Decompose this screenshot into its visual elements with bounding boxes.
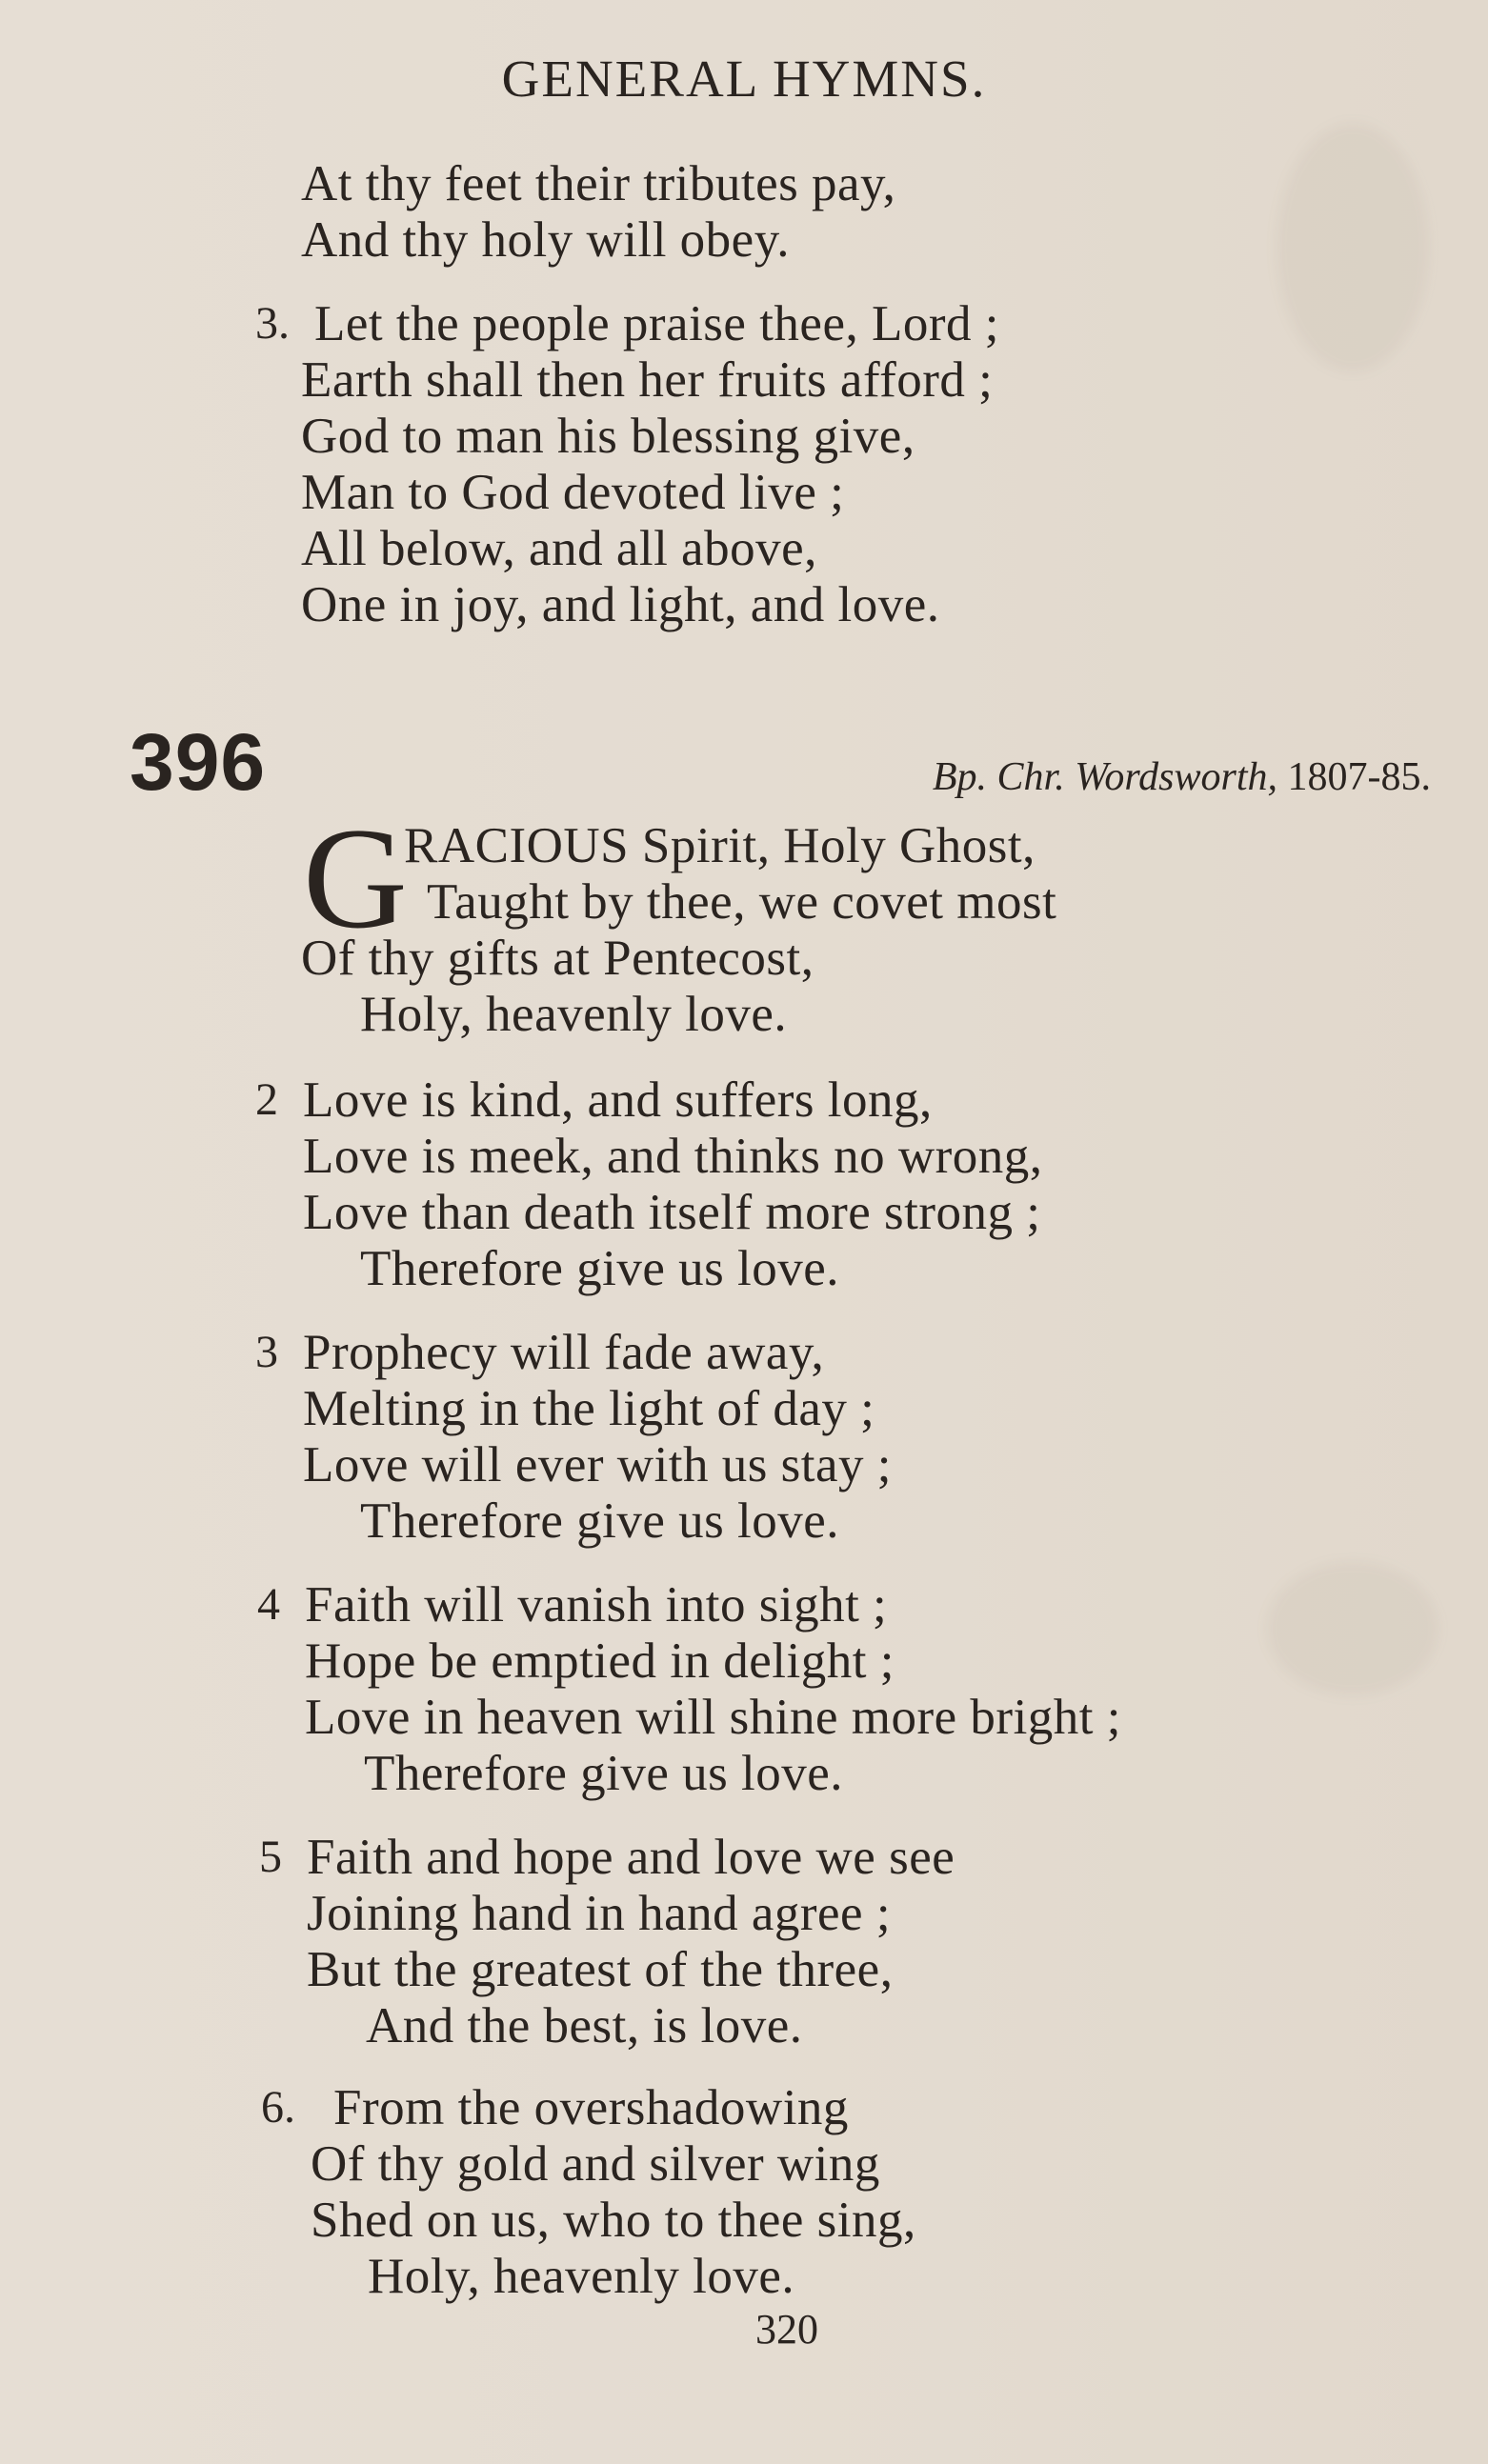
verse-line: Prophecy will fade away, xyxy=(303,1325,825,1380)
author-dates: 1807-85. xyxy=(1287,755,1431,799)
verse-line: Therefore give us love. xyxy=(364,1746,844,1801)
verse-line: Therefore give us love. xyxy=(360,1241,840,1296)
verse-line: God to man his blessing give, xyxy=(301,409,915,464)
hymn-number: 396 xyxy=(130,717,267,807)
verse-number: 5 xyxy=(259,1832,282,1882)
verse-line: Joining hand in hand agree ; xyxy=(307,1886,892,1941)
bleed-through-smudge xyxy=(1277,124,1429,371)
verse-line: From the overshadowing xyxy=(333,2080,849,2135)
verse-number: 2 xyxy=(255,1074,278,1125)
hymn-author xyxy=(933,751,1431,804)
verse-number: 6. xyxy=(261,2082,295,2133)
verse-line: RACIOUS Spirit, Holy Ghost, xyxy=(404,818,1036,873)
verse-line: Of thy gold and silver wing xyxy=(311,2136,880,2192)
drop-cap: G xyxy=(303,798,408,958)
verse-line: Earth shall then her fruits afford ; xyxy=(301,352,994,408)
verse-line: Love in heaven will shine more bright ; xyxy=(305,1690,1121,1745)
verse-line: Taught by thee, we covet most xyxy=(427,874,1057,930)
verse-line: Love than death itself more strong ; xyxy=(303,1185,1041,1240)
verse-line: But the greatest of the three, xyxy=(307,1942,894,1997)
verse-line: One in joy, and light, and love. xyxy=(301,577,940,632)
verse-line: At thy feet their tributes pay, xyxy=(301,156,896,211)
verse-line: And thy holy will obey. xyxy=(301,212,791,268)
verse-line: Melting in the light of day ; xyxy=(303,1381,875,1436)
verse-line: All below, and all above, xyxy=(301,521,817,576)
verse-line: Of thy gifts at Pentecost, xyxy=(301,931,814,986)
page-number: 320 xyxy=(755,2306,818,2353)
verse-line: Hope be emptied in delight ; xyxy=(305,1633,895,1689)
running-header: GENERAL HYMNS. xyxy=(501,50,987,108)
verse-line: Love will ever with us stay ; xyxy=(303,1437,892,1492)
verse-line: Therefore give us love. xyxy=(360,1493,840,1549)
verse-line: Holy, heavenly love. xyxy=(360,987,788,1042)
bleed-through-smudge xyxy=(1267,1562,1438,1695)
verse-number: 3. xyxy=(255,298,290,349)
verse-number: 4 xyxy=(257,1579,280,1630)
verse-number: 3 xyxy=(255,1327,278,1377)
verse-line: Shed on us, who to thee sing, xyxy=(311,2193,916,2248)
verse-line: Holy, heavenly love. xyxy=(368,2249,795,2304)
author-name: Bp. Chr. Wordsworth, xyxy=(932,755,1277,799)
verse-line: Love is kind, and suffers long, xyxy=(303,1072,933,1128)
verse-line: Faith will vanish into sight ; xyxy=(305,1577,888,1633)
verse-line: Man to God devoted live ; xyxy=(301,465,845,520)
verse-line: Faith and hope and love we see xyxy=(307,1830,955,1885)
verse-line: Let the people praise thee, Lord ; xyxy=(314,296,999,351)
verse-line: And the best, is love. xyxy=(366,1998,803,2053)
verse-line: Love is meek, and thinks no wrong, xyxy=(303,1129,1043,1184)
